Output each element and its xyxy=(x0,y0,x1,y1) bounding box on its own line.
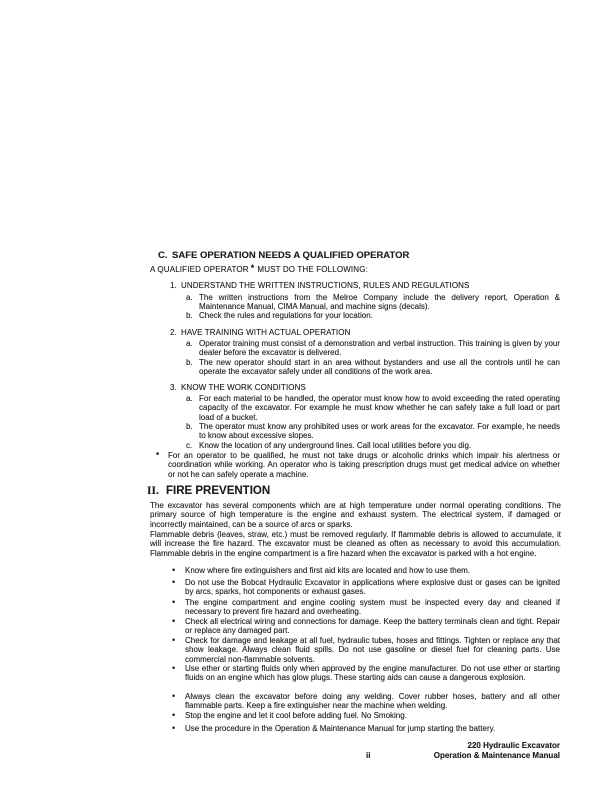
fire-bullet-4-text: Check all electrical wiring and connections for damage. Keep the battery terminals clean and tight. Repair or replace any damaged part. xyxy=(185,617,560,636)
sub-item-3a-text: For each material to be handled, the operator must know how to avoid exceeding the rated operating capacity of the excavator. For example he must know whether he can safely take a full load or part load of a bucket. xyxy=(199,394,560,422)
bullet-icon: • xyxy=(172,565,176,575)
section-fire-heading xyxy=(147,485,270,498)
sub-item-3a xyxy=(186,394,560,422)
fire-bullet-1-text: Know where fire extinguishers and first aid kits are located and how to use them. xyxy=(185,566,471,575)
fire-bullet-5 xyxy=(172,636,560,664)
numbered-item-3 xyxy=(170,383,306,392)
fire-bullet-6 xyxy=(172,664,560,683)
footnote-text: For an operator to be qualified, he must not take drugs or alcoholic drinks which impair his alertness or coordination while working. An operator who is taking prescription drugs must get medical advice on whether or not he can safely operate a machine. xyxy=(168,451,560,479)
sub-item-2a xyxy=(186,339,560,358)
sub-item-2a-letter: a. xyxy=(186,339,193,348)
footnote-asterisk: * xyxy=(156,451,160,460)
bullet-icon: • xyxy=(172,616,176,626)
bullet-icon: • xyxy=(172,577,176,587)
item-1-title: UNDERSTAND THE WRITTEN INSTRUCTIONS, RULES AND REGULATIONS xyxy=(181,281,470,290)
sub-item-3a-letter: a. xyxy=(186,394,193,403)
bullet-icon: • xyxy=(172,597,176,607)
section-fire-numeral: II. xyxy=(147,485,159,497)
intro-pre: A QUALIFIED OPERATOR xyxy=(150,265,249,274)
section-c-letter: C. xyxy=(158,250,168,261)
section-c-heading xyxy=(158,250,409,261)
document-title-footer xyxy=(434,741,560,761)
sub-item-1b xyxy=(186,311,560,320)
bullet-icon: • xyxy=(172,710,176,720)
fire-bullet-9 xyxy=(172,724,560,733)
fire-bullet-2-text: Do not use the Bobcat Hydraulic Excavator in applications where explosive dust or gases can be ignited by arcs, sparks, hot components or exhaust gases. xyxy=(185,578,560,597)
fire-bullet-3 xyxy=(172,598,560,617)
fire-bullet-2 xyxy=(172,578,560,597)
page-number: ii xyxy=(366,751,371,760)
sub-item-3b-letter: b. xyxy=(186,422,193,431)
fire-bullet-4 xyxy=(172,617,560,636)
fire-bullet-6-text: Use ether or starting fluids only when approved by the engine manufacturer. Do not use ether or starting fluids on an engine which has glow plugs. These starting aids can cause a dangerous explosion. xyxy=(185,664,560,683)
sub-item-2b-text: The new operator should start in an area without bystanders and use all the controls until he can operate the excavator safely under all conditions of the work area. xyxy=(199,358,560,377)
sub-item-1b-text: Check the rules and regulations for your location. xyxy=(199,311,373,320)
sub-item-3b xyxy=(186,422,560,441)
sub-item-1a-letter: a. xyxy=(186,293,193,302)
sub-item-1a-text: The written instructions from the Melroe Company include the delivery report, Operation & Maintenance Manual, CIMA Manual, and machine signs (decals). xyxy=(199,293,560,312)
item-2-title: HAVE TRAINING WITH ACTUAL OPERATION xyxy=(181,328,351,337)
item-2-number: 2. xyxy=(170,328,177,337)
section-c-title: SAFE OPERATION NEEDS A QUALIFIED OPERATOR xyxy=(172,250,410,261)
fire-bullet-1 xyxy=(172,566,560,575)
numbered-item-2 xyxy=(170,328,350,337)
fire-bullet-9-text: Use the procedure in the Operation & Maintenance Manual for jump starting the battery. xyxy=(185,724,496,733)
qualified-operator-footnote xyxy=(156,451,560,479)
bullet-icon: • xyxy=(172,635,176,645)
sub-item-3b-text: The operator must know any prohibited uses or work areas for the excavator. For example, he needs to know about excessive slopes. xyxy=(199,422,560,441)
asterisk-reference: * xyxy=(250,263,255,273)
sub-item-1b-letter: b. xyxy=(186,311,193,320)
fire-paragraph-2: Flammable debris (leaves, straw, etc.) must be removed regularly. If flammable debris is allowed to accumulate, it will increase the fire hazard. The excavator must be cleaned as often as necessary to avoid this accumulation. Flammable debris in the engine compartment is a fire hazard when the excavator is parked with a hot engine. xyxy=(150,530,561,558)
fire-paragraph-1: The excavator has several components which are at high temperature under normal operating conditions. The primary source of high temperature is the engine and exhaust system. The electrical system, if damaged or incorrectly maintained, can be a source of arcs or sparks. xyxy=(150,501,561,529)
fire-bullet-8 xyxy=(172,711,560,720)
bullet-icon: • xyxy=(172,663,176,673)
sub-item-3c-text: Know the location of any underground lines. Call local utilities before you dig. xyxy=(199,441,472,450)
fire-bullet-8-text: Stop the engine and let it cool before adding fuel. No Smoking. xyxy=(185,711,407,720)
sub-item-2a-text: Operator training must consist of a demonstration and verbal instruction. This training is given by your dealer before the excavator is delivered. xyxy=(199,339,560,358)
sub-item-3c-letter: c. xyxy=(186,441,193,450)
intro-post: MUST DO THE FOLLOWING: xyxy=(257,265,368,274)
fire-bullet-5-text: Check for damage and leakage at all fuel, hydraulic tubes, hoses and fittings. Tighten or replace any that show leakage. Always clean fluid spills. Do not use gasoline or diesel fuel for cleaning parts. Use commercial non-flammable solvents. xyxy=(185,636,560,664)
bullet-icon: • xyxy=(172,691,176,701)
sub-item-3c xyxy=(186,441,560,450)
item-3-title: KNOW THE WORK CONDITIONS xyxy=(181,383,306,392)
fire-bullet-7 xyxy=(172,692,560,711)
footer-doc-line1: 220 Hydraulic Excavator xyxy=(467,741,560,750)
section-fire-title: FIRE PREVENTION xyxy=(166,485,271,497)
sub-item-1a xyxy=(186,293,560,312)
fire-bullet-3-text: The engine compartment and engine cooling system must be inspected every day and cleaned if necessary to prevent fire hazard and overheating. xyxy=(185,598,560,617)
fire-bullet-7-text: Always clean the excavator before doing any welding. Cover rubber hoses, battery and all other flammable parts. Keep a fire extinguisher near the machine when welding. xyxy=(185,692,560,711)
bullet-icon: • xyxy=(172,723,176,733)
item-3-number: 3. xyxy=(170,383,177,392)
sub-item-2b xyxy=(186,358,560,377)
footer-doc-line2: Operation & Maintenance Manual xyxy=(433,750,560,760)
qualified-operator-intro xyxy=(150,264,368,274)
item-1-number: 1. xyxy=(170,281,177,290)
numbered-item-1 xyxy=(170,281,470,290)
sub-item-2b-letter: b. xyxy=(186,358,193,367)
